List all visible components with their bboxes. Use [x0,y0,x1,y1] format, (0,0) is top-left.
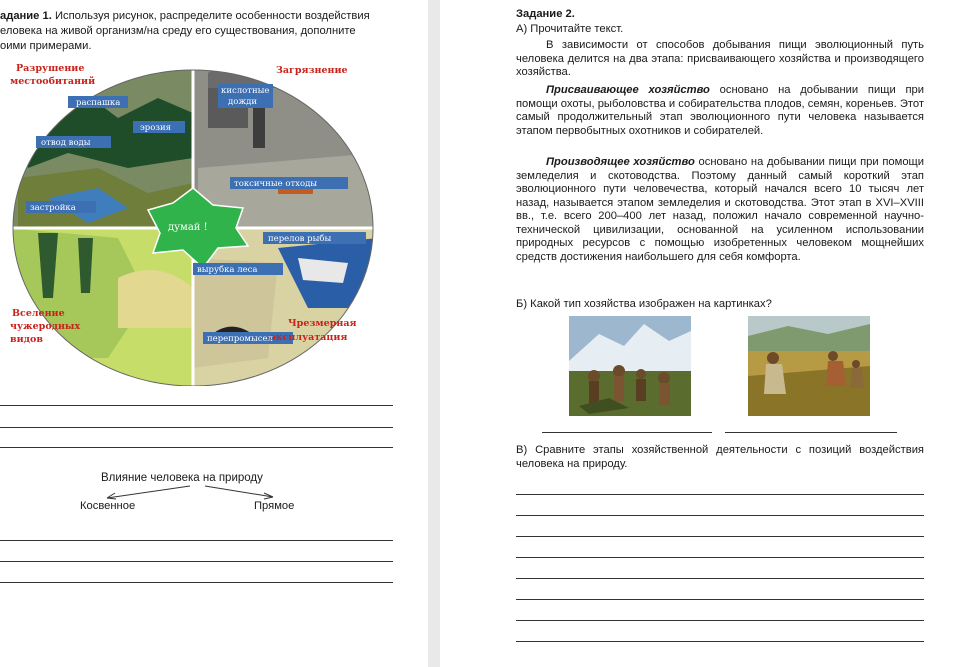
answer-line[interactable] [516,620,924,621]
svg-text:перелов рыбы: перелов рыбы [268,234,332,244]
part-b-question: Б) Какой тип хозяйства изображен на картинках? [516,298,772,310]
paragraph-1: В зависимости от способов добывания пищи эволюционный путь человека делится на два этапа: присваивающего хозяйства и производящего хозяйства. [516,39,924,78]
photo-hunter-gatherers [569,316,691,416]
label-alien-species-2: чужеродных [10,321,81,332]
scheme-title: Влияние человека на природу [101,472,263,484]
answer-line[interactable] [516,515,924,516]
paragraph-2 [516,84,924,138]
answer-line[interactable] [516,557,924,558]
answer-line-photo-2[interactable] [725,432,897,433]
label-overexploitation-2: эксплуатация [270,332,348,343]
label-alien-species-3: видов [10,334,43,345]
task1-heading [0,10,420,24]
answer-line[interactable] [516,494,924,495]
answer-line[interactable] [0,405,393,406]
label-alien-species-1: Вселение [12,308,65,319]
worksheet-left-page [0,0,428,667]
label-habitat-destruction-1: Разрушение [16,63,85,74]
answer-line[interactable] [0,447,393,448]
part-a-label: А) Прочитайте текст. [516,23,624,35]
label-habitat-destruction-2: местообитаний [10,76,96,87]
label-erosion [133,121,185,133]
label-acid-rain [218,84,273,108]
task1-instruction-part1: Используя рисунок, распределите особенности воздействия [51,10,370,22]
label-toxic-waste [230,177,348,189]
svg-text:кислотные: кислотные [221,86,270,96]
task1-instruction-part3: оими примерами. [0,40,92,52]
answer-line-photo-1[interactable] [542,432,712,433]
label-water-diversion [36,136,111,148]
answer-line[interactable] [0,540,393,541]
label-overfishing [263,232,366,244]
label-logging [193,263,283,275]
label-overexploitation-1: Чрезмерная [288,318,357,329]
answer-line[interactable] [0,427,393,428]
label-plowing [68,96,128,108]
scheme-indirect: Косвенное [80,500,136,512]
worksheet-right-page [440,0,953,667]
paragraph-2-text: основано на добывании пищи при помощи охоты, рыболовства и собирательства плодов, семян, кореньев. Этот самый продолжительный этап эволюционного пути человека называется этапом первобытных охотников и собирателей. [516,84,924,137]
scheme-direct: Прямое [254,500,295,512]
answer-line[interactable] [516,599,924,600]
label-pollution: Загрязнение [276,65,348,76]
svg-text:эрозия: эрозия [140,123,171,133]
paragraph-3-text: основано на добывании пищи при помощи земледелия и скотоводства. Поэтому данный самый короткий этап эволюционного пути человечества, который начался всего 10 тысяч лет назад, называется этапом земледелия и скотоводства. Этот этап в XVI–XVIII вв., т.е. всего 200–400 лет назад, положил начало современной научно-технической цивилизации, основанной на усиленном использовании природных ресурсов с помощью изобретенных человеком мощнейших средств достижения наибольшего для себя комфорта. [516,156,924,263]
task2-title: Задание 2. [516,8,575,20]
photo-farmers [748,316,870,416]
svg-text:отвод воды: отвод воды [41,138,91,148]
task1-label: адание 1. [0,10,52,22]
paragraph-3 [516,156,924,264]
answer-line[interactable] [516,578,924,579]
answer-line[interactable] [0,582,393,583]
label-construction [26,201,96,213]
answer-line[interactable] [0,561,393,562]
svg-text:токсичные отходы: токсичные отходы [234,179,318,189]
answer-line[interactable] [516,641,924,642]
svg-text:застройка: застройка [30,203,76,213]
task1-instruction-part2: еловека на живой организм/на среду его существования, дополните [0,25,356,37]
part-c-question: В) Сравните этапы хозяйственной деятельности с позиций воздействия человека на природу. [516,444,924,470]
answer-line[interactable] [516,536,924,537]
term-producing-economy: Производящее хозяйство [546,156,695,168]
center-label: думай ! [168,222,208,233]
svg-text:перепромысел: перепромысел [207,334,273,344]
term-appropriating-economy: Присваивающее хозяйство [546,84,710,96]
svg-text:вырубка леса: вырубка леса [197,265,258,275]
svg-text:распашка: распашка [76,98,121,108]
svg-text:дожди: дожди [228,97,258,107]
human-impact-circle-diagram [8,58,378,386]
